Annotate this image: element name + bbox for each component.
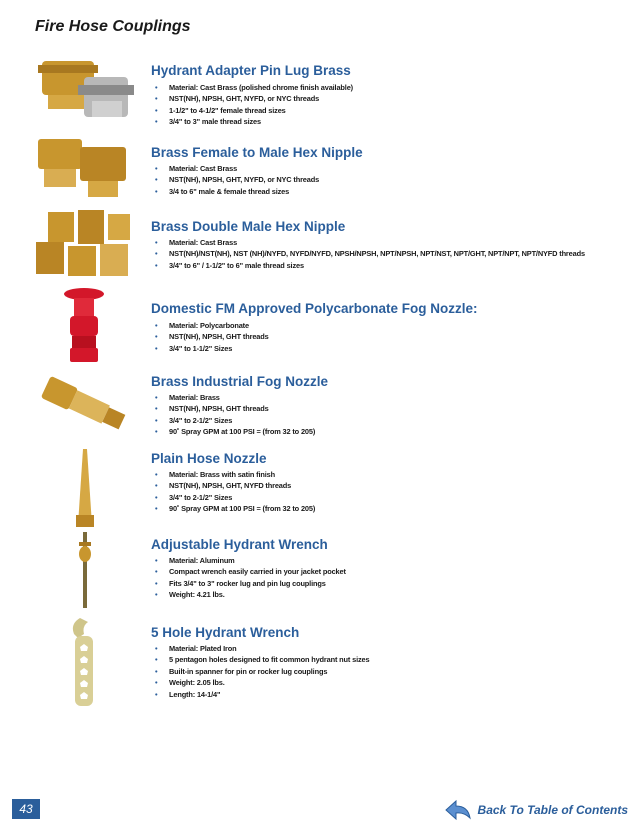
spec-item: • 3/4 to 6" male & female thread sizes bbox=[151, 186, 319, 197]
spec-list bbox=[151, 237, 585, 271]
spec-item: • Material: Plated Iron bbox=[151, 643, 369, 654]
product-title: Adjustable Hydrant Wrench bbox=[151, 537, 328, 552]
spec-item: • NST(NH), NPSH, GHT threads bbox=[151, 331, 269, 342]
spec-item: • 3/4" to 2-1/2" Sizes bbox=[151, 415, 315, 426]
spec-list bbox=[151, 643, 369, 700]
spec-item: • Material: Polycarbonate bbox=[151, 320, 269, 331]
spec-item: • Fits 3/4" to 3" rocker lug and pin lug couplings bbox=[151, 578, 346, 589]
spec-item: • 3/4" to 6" / 1-1/2" to 6" male thread sizes bbox=[151, 260, 585, 271]
adjustable-wrench-icon bbox=[28, 528, 138, 610]
product-title: Brass Double Male Hex Nipple bbox=[151, 219, 346, 234]
spec-list bbox=[151, 320, 269, 354]
spec-item: • Material: Cast Brass (polished chrome finish available) bbox=[151, 82, 353, 93]
spec-item: • 5 pentagon holes designed to fit common hydrant nut sizes bbox=[151, 654, 369, 665]
spec-item: • Material: Aluminum bbox=[151, 555, 346, 566]
spec-list bbox=[151, 555, 346, 601]
back-to-toc-link[interactable] bbox=[444, 799, 628, 821]
spec-item: • 1-1/2" to 4-1/2" female thread sizes bbox=[151, 105, 353, 116]
spec-item: • NST(NH), NPSH, GHT threads bbox=[151, 403, 315, 414]
product-title: Brass Industrial Fog Nozzle bbox=[151, 374, 329, 389]
spec-item: • 90˚ Spray GPM at 100 PSI = (from 32 to 205) bbox=[151, 426, 315, 437]
spec-item: • 3/4" to 3" male thread sizes bbox=[151, 116, 353, 127]
spec-item: • 3/4" to 2-1/2" Sizes bbox=[151, 492, 315, 503]
spec-item: • Length: 14-1/4" bbox=[151, 689, 369, 700]
spec-item: • Material: Cast Brass bbox=[151, 237, 585, 248]
spec-item: • Weight: 2.05 lbs. bbox=[151, 677, 369, 688]
product-title: Plain Hose Nozzle bbox=[151, 451, 267, 466]
product-title: Brass Female to Male Hex Nipple bbox=[151, 145, 363, 160]
spec-item: • NST(NH), NPSH, GHT, NYFD, or NYC threads bbox=[151, 174, 319, 185]
product-title: 5 Hole Hydrant Wrench bbox=[151, 625, 300, 640]
spec-list bbox=[151, 469, 315, 515]
spec-list bbox=[151, 392, 315, 438]
page-number: 43 bbox=[12, 799, 40, 819]
spec-item: • Material: Cast Brass bbox=[151, 163, 319, 174]
product-title: Domestic FM Approved Polycarbonate Fog Nozzle: bbox=[151, 301, 478, 316]
back-arrow-icon bbox=[444, 799, 472, 821]
product-title: Hydrant Adapter Pin Lug Brass bbox=[151, 63, 351, 78]
spec-item: • Compact wrench easily carried in your jacket pocket bbox=[151, 566, 346, 577]
spec-list bbox=[151, 82, 353, 128]
brass-fog-nozzle-icon bbox=[28, 368, 138, 440]
spec-item: • Material: Brass bbox=[151, 392, 315, 403]
page-title: Fire Hose Couplings bbox=[35, 18, 191, 35]
spec-list bbox=[151, 163, 319, 197]
spec-item: • NST(NH)/NST(NH), NST (NH)/NYFD, NYFD/NYFD, NPSH/NPSH, NPT/NPSH, NPT/NST, NPT/GHT, NPT/NPT, NPT/NYFD threads bbox=[151, 248, 585, 259]
five-hole-wrench-icon bbox=[28, 614, 138, 709]
hex-nipple-icon bbox=[28, 133, 138, 203]
double-male-nipple-icon bbox=[28, 208, 138, 283]
plain-nozzle-icon bbox=[28, 445, 138, 530]
spec-item: • Weight: 4.21 lbs. bbox=[151, 589, 346, 600]
red-fog-nozzle-icon bbox=[28, 286, 138, 364]
spec-item: • NST(NH), NPSH, GHT, NYFD, or NYC threads bbox=[151, 93, 353, 104]
pin-lug-adapter-icon bbox=[28, 55, 138, 130]
spec-item: • Material: Brass with satin finish bbox=[151, 469, 315, 480]
spec-item: • NST(NH), NPSH, GHT, NYFD threads bbox=[151, 480, 315, 491]
spec-item: • 90˚ Spray GPM at 100 PSI = (from 32 to 205) bbox=[151, 503, 315, 514]
spec-item: • 3/4" to 1-1/2" Sizes bbox=[151, 343, 269, 354]
spec-item: • Built-in spanner for pin or rocker lug couplings bbox=[151, 666, 369, 677]
back-to-toc-label: Back To Table of Contents bbox=[477, 803, 628, 817]
